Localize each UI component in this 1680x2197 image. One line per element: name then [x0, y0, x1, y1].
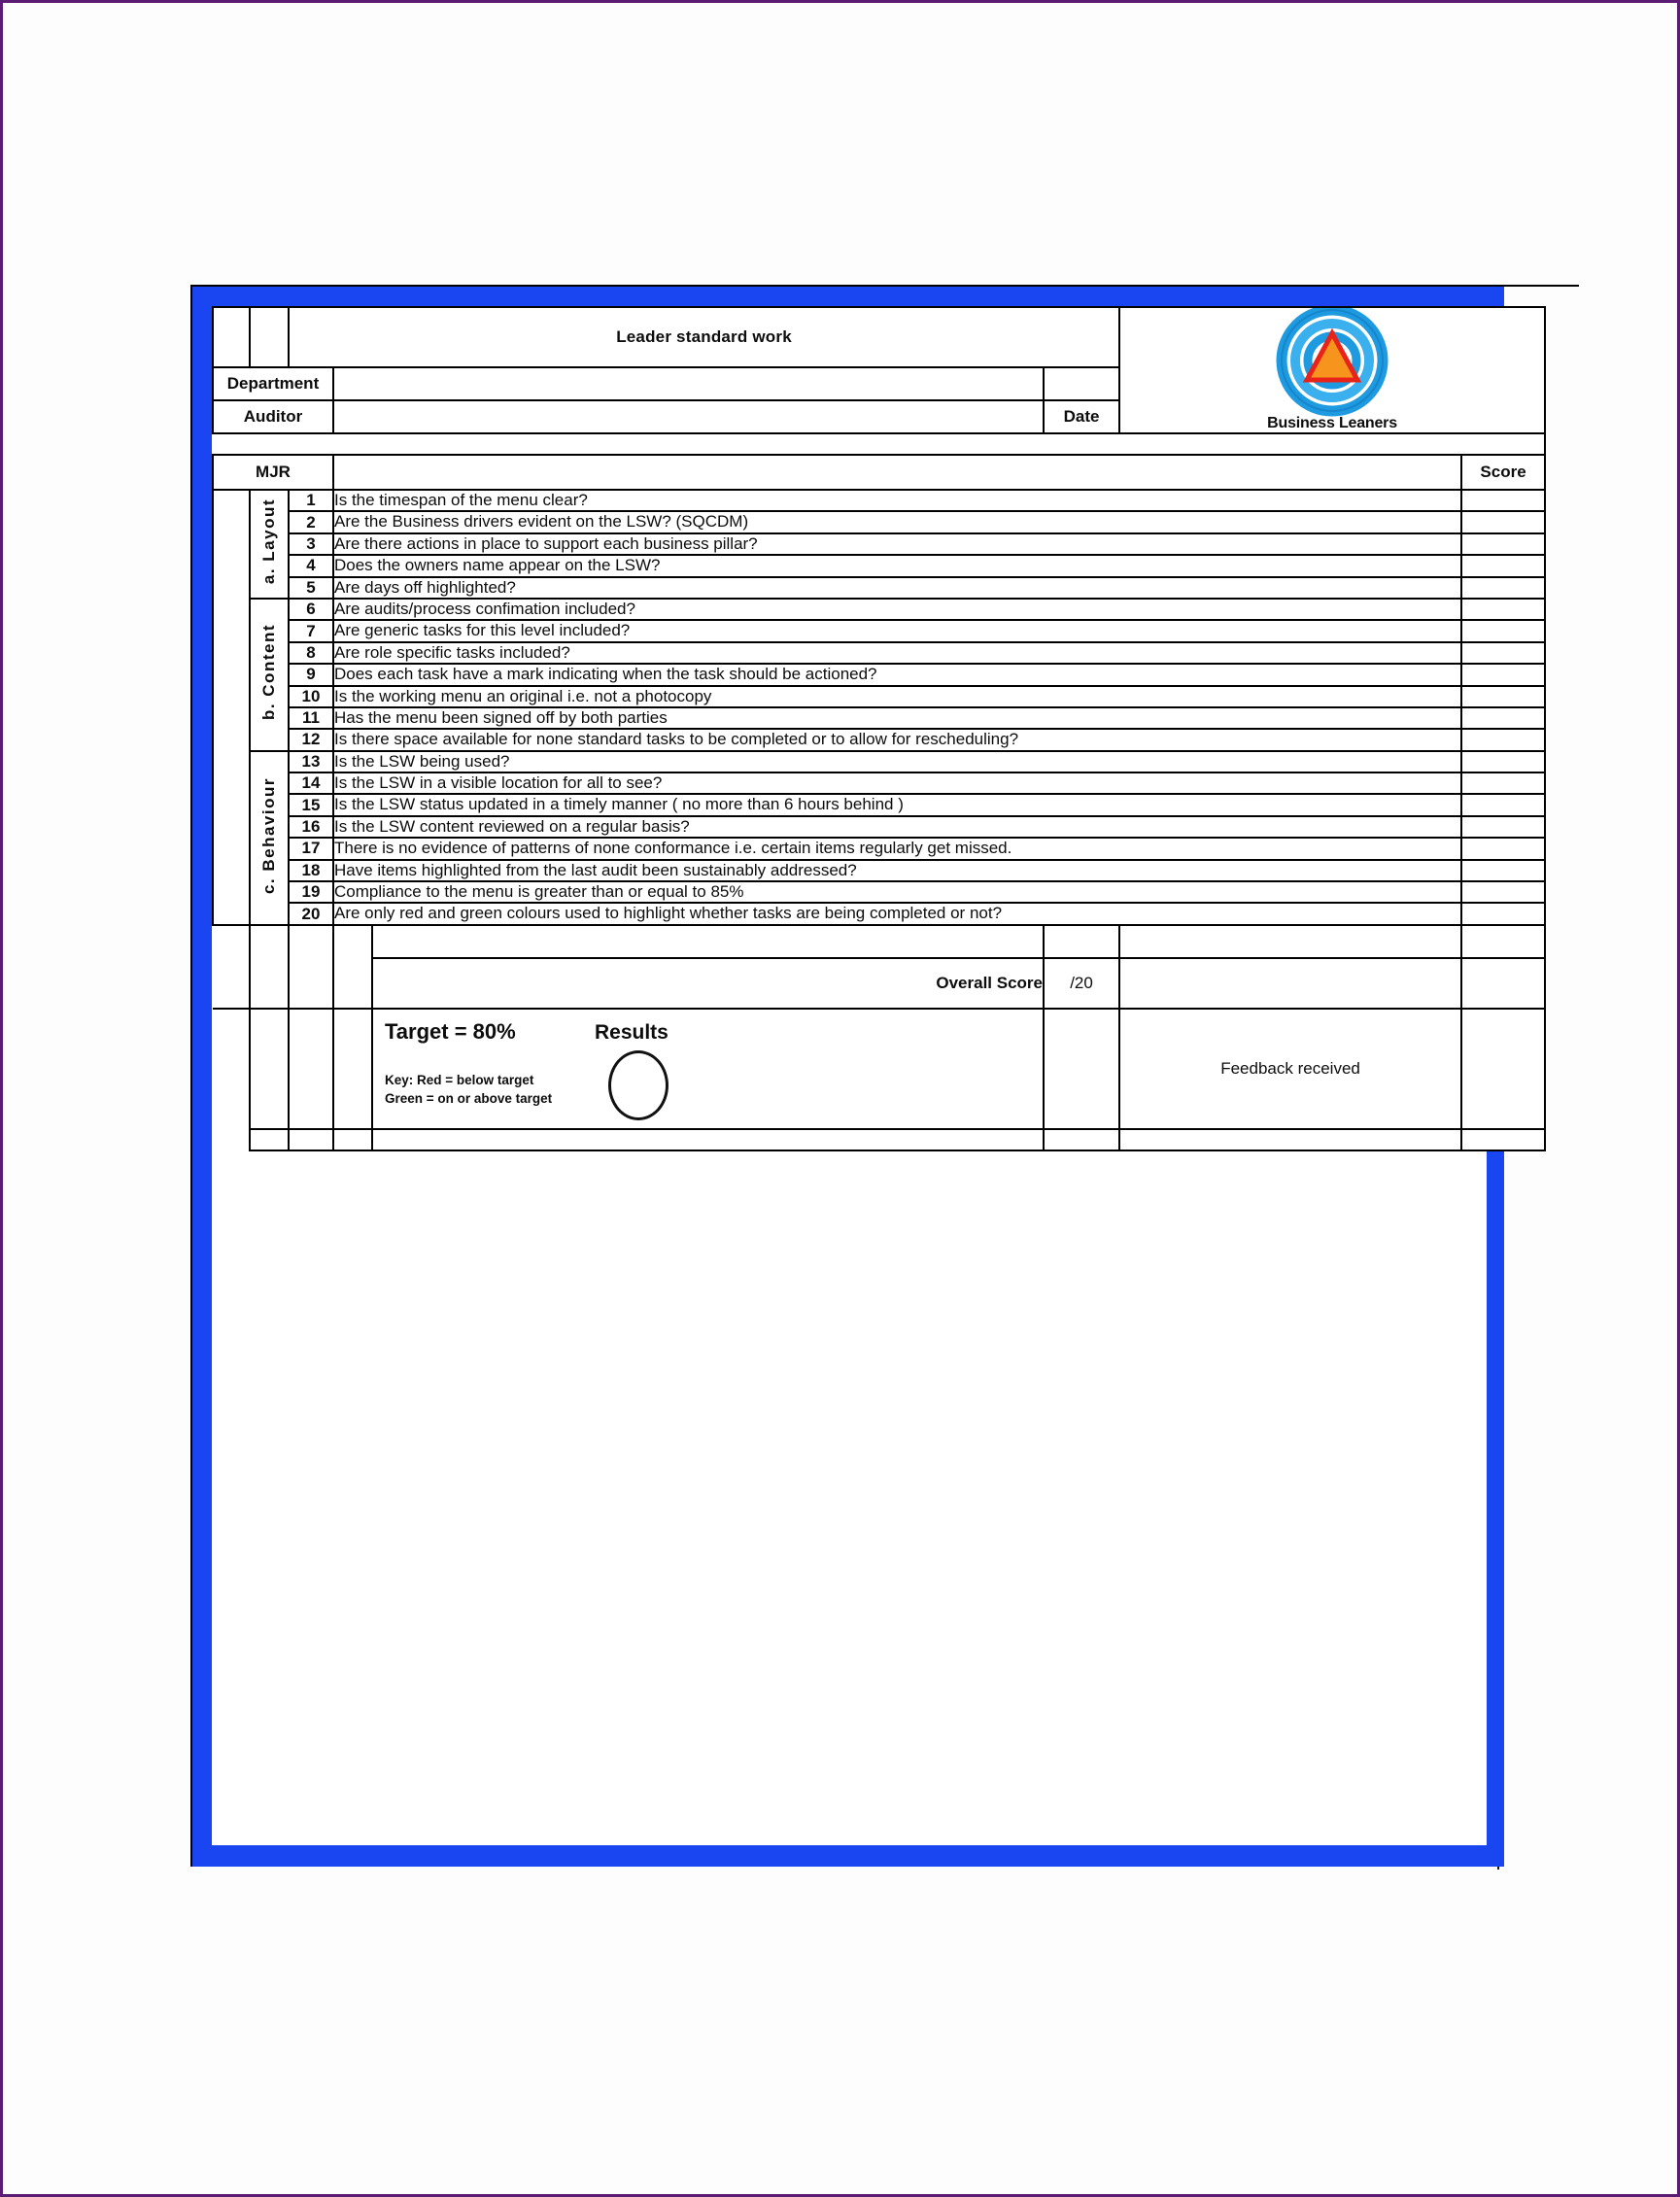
- question-text: Are only red and green colours used to highlight whether tasks are being completed or not?: [333, 903, 1461, 924]
- pre-footer-strip-row: [213, 925, 1545, 958]
- overall-score-cell[interactable]: [1461, 958, 1545, 1009]
- score-input-cell[interactable]: [1461, 599, 1545, 620]
- score-input-cell[interactable]: [1461, 838, 1545, 859]
- leader-standard-work-audit-table: [212, 306, 1546, 1151]
- mjr-label: MJR: [213, 455, 333, 490]
- row-number: 10: [289, 686, 333, 707]
- overall-score-value[interactable]: /20: [1044, 958, 1119, 1009]
- score-input-cell[interactable]: [1461, 577, 1545, 599]
- department-label: Department: [213, 367, 333, 400]
- score-input-cell[interactable]: [1461, 860, 1545, 881]
- row-number: 13: [289, 751, 333, 772]
- table-row: [213, 794, 1545, 815]
- table-row: [213, 838, 1545, 859]
- company-logo: [1119, 307, 1545, 433]
- row-number: 15: [289, 794, 333, 815]
- bottom-strip-3: [333, 1129, 372, 1150]
- results-label: Results: [595, 1020, 669, 1044]
- question-text: Is the LSW status updated in a timely manner ( no more than 6 hours behind ): [333, 794, 1461, 815]
- question-text: Are generic tasks for this level included?: [333, 620, 1461, 641]
- blue-frame-border: [190, 285, 1526, 1867]
- question-text: Is the LSW in a visible location for all to see?: [333, 772, 1461, 794]
- table-row: [213, 860, 1545, 881]
- worksheet-canvas: [212, 306, 1526, 1845]
- score-input-cell[interactable]: [1461, 751, 1545, 772]
- bottom-strip-row: [213, 1129, 1545, 1150]
- department-spare-cell: [1044, 367, 1119, 400]
- category-label-text: b. Content: [259, 624, 278, 721]
- table-row: [213, 620, 1545, 641]
- question-text: Does each task have a mark indicating when the task should be actioned?: [333, 664, 1461, 685]
- prefooter-blank-4: [1461, 925, 1545, 958]
- table-row: [213, 881, 1545, 903]
- category-label-text: a. Layout: [259, 498, 278, 585]
- row-number: 1: [289, 490, 333, 511]
- table-row: [213, 642, 1545, 664]
- bottom-strip-1: [250, 1129, 289, 1150]
- bottom-strip-6: [1119, 1129, 1461, 1150]
- brand-name: Business Leaners: [1267, 415, 1397, 431]
- score-input-cell[interactable]: [1461, 903, 1545, 924]
- spacer-row: [213, 433, 1545, 455]
- row-number: 9: [289, 664, 333, 685]
- footer-score-cell[interactable]: [1461, 1009, 1545, 1129]
- question-text: Are there actions in place to support each business pillar?: [333, 533, 1461, 555]
- question-text: There is no evidence of patterns of none conformance i.e. certain items regularly get missed.: [333, 838, 1461, 859]
- corner-cell-2: [250, 307, 289, 367]
- overall-score-blank: [1119, 958, 1461, 1009]
- target-results-cell: [372, 1009, 1044, 1129]
- row-number: 3: [289, 533, 333, 555]
- row-number: 2: [289, 511, 333, 532]
- question-text: Is there space available for none standard tasks to be completed or to allow for rescheduling?: [333, 729, 1461, 750]
- title-row: [213, 307, 1545, 367]
- score-input-cell[interactable]: [1461, 620, 1545, 641]
- score-input-cell[interactable]: [1461, 816, 1545, 838]
- score-input-cell[interactable]: [1461, 686, 1545, 707]
- question-text: Are role specific tasks included?: [333, 642, 1461, 664]
- row-number: 18: [289, 860, 333, 881]
- row-number: 20: [289, 903, 333, 924]
- overall-score-row: [213, 958, 1545, 1009]
- question-text: Compliance to the menu is greater than or equal to 85%: [333, 881, 1461, 903]
- category-label-c: [250, 751, 289, 925]
- category-label-b: [250, 599, 289, 751]
- question-text: Are audits/process confimation included?: [333, 599, 1461, 620]
- table-overflow-rule-top: [1504, 285, 1579, 287]
- question-text: Have items highlighted from the last audit been sustainably addressed?: [333, 860, 1461, 881]
- table-row: [213, 490, 1545, 511]
- question-text: Does the owners name appear on the LSW?: [333, 555, 1461, 576]
- row-number: 17: [289, 838, 333, 859]
- score-input-cell[interactable]: [1461, 511, 1545, 532]
- row-number: 19: [289, 881, 333, 903]
- table-row: [213, 729, 1545, 750]
- table-row: [213, 816, 1545, 838]
- bottom-strip-2: [289, 1129, 333, 1150]
- category-label-a: [250, 490, 289, 599]
- category-label-text: c. Behaviour: [259, 776, 278, 894]
- question-text: Is the working menu an original i.e. not a photocopy: [333, 686, 1461, 707]
- table-row: [213, 511, 1545, 532]
- table-row: [213, 772, 1545, 794]
- score-column-header: Score: [1461, 455, 1545, 490]
- target-label: Target = 80%: [385, 1018, 516, 1044]
- bottom-strip-7: [1461, 1129, 1545, 1150]
- prefooter-blank-1: [372, 925, 1044, 958]
- question-text: Is the LSW being used?: [333, 751, 1461, 772]
- table-row: [213, 707, 1545, 729]
- mjr-blank-cell: [333, 455, 1461, 490]
- auditor-input[interactable]: [333, 400, 1044, 433]
- table-row: [213, 664, 1545, 685]
- table-row: [213, 533, 1545, 555]
- question-text: Is the timespan of the menu clear?: [333, 490, 1461, 511]
- row-number: 14: [289, 772, 333, 794]
- table-row: [213, 577, 1545, 599]
- row-number: 4: [289, 555, 333, 576]
- score-input-cell[interactable]: [1461, 490, 1545, 511]
- prefooter-blank-2: [1044, 925, 1119, 958]
- score-input-cell[interactable]: [1461, 794, 1545, 815]
- corner-cell-1: [213, 307, 250, 367]
- overall-score-label: Overall Score: [372, 958, 1044, 1009]
- row-number: 5: [289, 577, 333, 599]
- date-label: Date: [1044, 400, 1119, 433]
- question-text: Is the LSW content reviewed on a regular basis?: [333, 816, 1461, 838]
- row-number: 6: [289, 599, 333, 620]
- legend-red-line: Key: Red = below target: [385, 1072, 534, 1087]
- score-input-cell[interactable]: [1461, 881, 1545, 903]
- prefooter-blank-3: [1119, 925, 1461, 958]
- footer-row: [213, 1009, 1545, 1129]
- row-number: 8: [289, 642, 333, 664]
- score-input-cell[interactable]: [1461, 555, 1545, 576]
- logo-mark: [1120, 308, 1544, 417]
- question-rows-body: [213, 490, 1545, 925]
- row-number: 12: [289, 729, 333, 750]
- score-input-cell[interactable]: [1461, 772, 1545, 794]
- left-spine-cell: [213, 490, 250, 925]
- page-title: Leader standard work: [289, 307, 1119, 367]
- legend-key: [385, 1071, 552, 1109]
- footer-blank-cell: [1044, 1009, 1119, 1129]
- feedback-received-label: Feedback received: [1119, 1009, 1461, 1129]
- department-input[interactable]: [333, 367, 1044, 400]
- question-text: Has the menu been signed off by both parties: [333, 707, 1461, 729]
- auditor-label: Auditor: [213, 400, 333, 433]
- legend-green-line: Green = on or above target: [385, 1091, 553, 1107]
- score-input-cell[interactable]: [1461, 729, 1545, 750]
- row-number: 16: [289, 816, 333, 838]
- question-text: Are days off highlighted?: [333, 577, 1461, 599]
- table-row: [213, 686, 1545, 707]
- table-row: [213, 903, 1545, 924]
- bottom-strip-4: [372, 1129, 1044, 1150]
- score-input-cell[interactable]: [1461, 642, 1545, 664]
- table-row: [213, 555, 1545, 576]
- row-number: 11: [289, 707, 333, 729]
- mjr-header-row: [213, 455, 1545, 490]
- row-number: 7: [289, 620, 333, 641]
- question-text: Are the Business drivers evident on the LSW? (SQCDM): [333, 511, 1461, 532]
- bottom-strip-5: [1044, 1129, 1119, 1150]
- score-input-cell[interactable]: [1461, 664, 1545, 685]
- results-score-circle[interactable]: [608, 1050, 669, 1120]
- score-input-cell[interactable]: [1461, 533, 1545, 555]
- score-input-cell[interactable]: [1461, 707, 1545, 729]
- table-row: [213, 599, 1545, 620]
- table-row: [213, 751, 1545, 772]
